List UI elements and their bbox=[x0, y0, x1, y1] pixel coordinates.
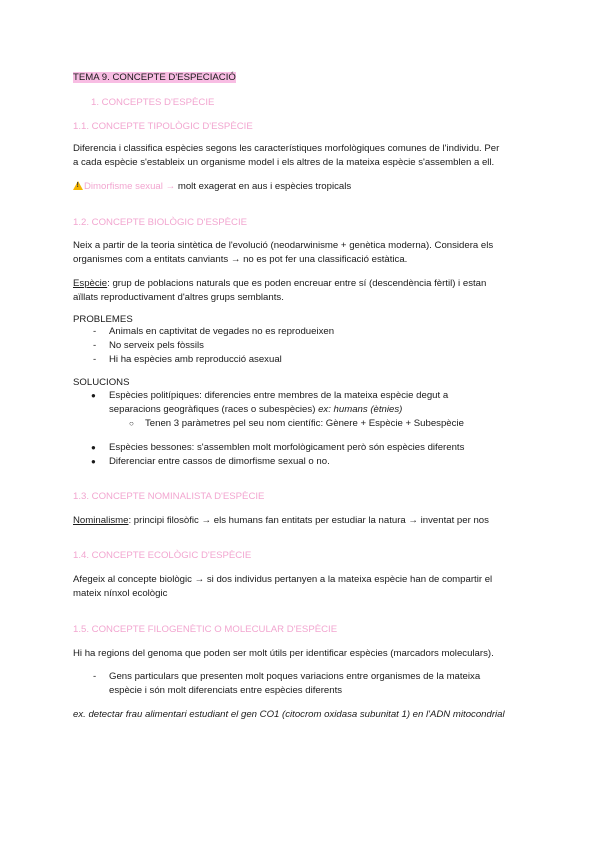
example-line: ex. detectar frau alimentari estudiant el gen CO1 (citocrom oxidasa subunitat 1) en l'ADN mitocondrial bbox=[73, 709, 505, 720]
list-item-text: Espècies bessones: s'assemblen molt morfològicament però són espècies diferents bbox=[109, 442, 465, 453]
section-1-1-heading: 1.1. CONCEPTE TIPOLÒGIC D'ESPÈCIE bbox=[73, 121, 253, 132]
paragraph-line: Afegeix al concepte biològic → si dos individus pertanyen a la mateixa espècie han de compartir el bbox=[73, 574, 493, 585]
problems-label: PROBLEMES bbox=[73, 314, 133, 325]
definition-line bbox=[73, 277, 486, 291]
document-title bbox=[73, 71, 236, 85]
list-item-continuation bbox=[109, 403, 402, 417]
section-1-heading: 1. CONCEPTES D'ESPÈCIE bbox=[91, 97, 215, 108]
warning-note bbox=[73, 180, 351, 194]
list-item-text: Diferenciar entre cassos de dimorfisme sexual o no. bbox=[109, 456, 330, 467]
definition-term: Nominalisme bbox=[73, 515, 129, 526]
definition-line bbox=[73, 514, 489, 528]
definition-term: Espècie bbox=[73, 278, 108, 289]
section-1-2-heading: 1.2. CONCEPTE BIOLÒGIC D'ESPÈCIE bbox=[73, 217, 248, 228]
circle-bullet: ○ bbox=[129, 419, 134, 428]
paragraph-line: a cada espècie s'estableix un organisme model i els altres de la mateixa espècie s'assemblen a ell. bbox=[73, 157, 495, 168]
dot-bullet: ● bbox=[91, 443, 96, 452]
dash-bullet: - bbox=[93, 340, 97, 351]
paragraph-line: Neix a partir de la teoria sintètica de l'evolució (neodarwinisme + genètica moderna). Considera els bbox=[73, 240, 494, 251]
paragraph-line: Diferencia i classifica espècies segons les característiques morfològiques comunes de l'individu. Per bbox=[73, 143, 500, 154]
paragraph-line: mateix nínxol ecològic bbox=[73, 588, 168, 599]
dash-bullet: - bbox=[93, 354, 97, 365]
list-item-text: No serveix pels fòssils bbox=[109, 340, 204, 351]
section-1-3-heading: 1.3. CONCEPTE NOMINALISTA D'ESPÈCIE bbox=[73, 491, 265, 502]
section-1-4-heading: 1.4. CONCEPTE ECOLÒGIC D'ESPÈCIE bbox=[73, 550, 252, 561]
list-item-text: separacions geogràfiques (races o subespècies) bbox=[109, 404, 319, 415]
paragraph-line: organismes com a entitats canviants → no es pot fer una classificació estàtica. bbox=[73, 254, 408, 265]
section-1-5-heading: 1.5. CONCEPTE FILOGENÈTIC O MOLECULAR D'ESPÈCIE bbox=[73, 624, 338, 635]
solutions-label: SOLUCIONS bbox=[73, 377, 130, 388]
dot-bullet: ● bbox=[91, 391, 96, 400]
paragraph-line: Hi ha regions del genoma que poden ser molt útils per identificar espècies (marcadors moleculars). bbox=[73, 648, 494, 659]
definition-text: : principi filosòfic → els humans fan entitats per estudiar la natura → inventat per nos bbox=[128, 515, 489, 526]
warning-term: Dimorfisme sexual → bbox=[84, 181, 176, 192]
warning-icon bbox=[73, 181, 83, 190]
warning-text: molt exagerat en aus i espècies tropicals bbox=[175, 181, 352, 192]
list-item-text: Tenen 3 paràmetres pel seu nom científic: Gènere + Espècie + Subespècie bbox=[145, 418, 464, 429]
definition-text: : grup de poblacions naturals que es poden encreuar entre sí (descendència fèrtil) i estan bbox=[107, 278, 487, 289]
document-title-text: TEMA 9. CONCEPTE D'ESPECIACIÓ bbox=[73, 72, 236, 83]
definition-line: aïllats reproductivament d'altres grups semblants. bbox=[73, 292, 284, 303]
list-item-text: Hi ha espècies amb reproducció asexual bbox=[109, 354, 282, 365]
list-item-text: Animals en captivitat de vegades no es reprodueixen bbox=[109, 326, 335, 337]
dash-bullet: - bbox=[93, 326, 97, 337]
dot-bullet: ● bbox=[91, 457, 96, 466]
list-item-continuation: espècie i són molt diferenciats entre espècies diferents bbox=[109, 685, 343, 696]
list-item-text: Gens particulars que presenten molt poques variacions entre organismes de la mateixa bbox=[109, 671, 481, 682]
example-text: ex: humans (ètnies) bbox=[318, 404, 403, 415]
dash-bullet: - bbox=[93, 671, 97, 682]
list-item-text: Espècies politípiques: diferencies entre membres de la mateixa espècie degut a bbox=[109, 390, 449, 401]
